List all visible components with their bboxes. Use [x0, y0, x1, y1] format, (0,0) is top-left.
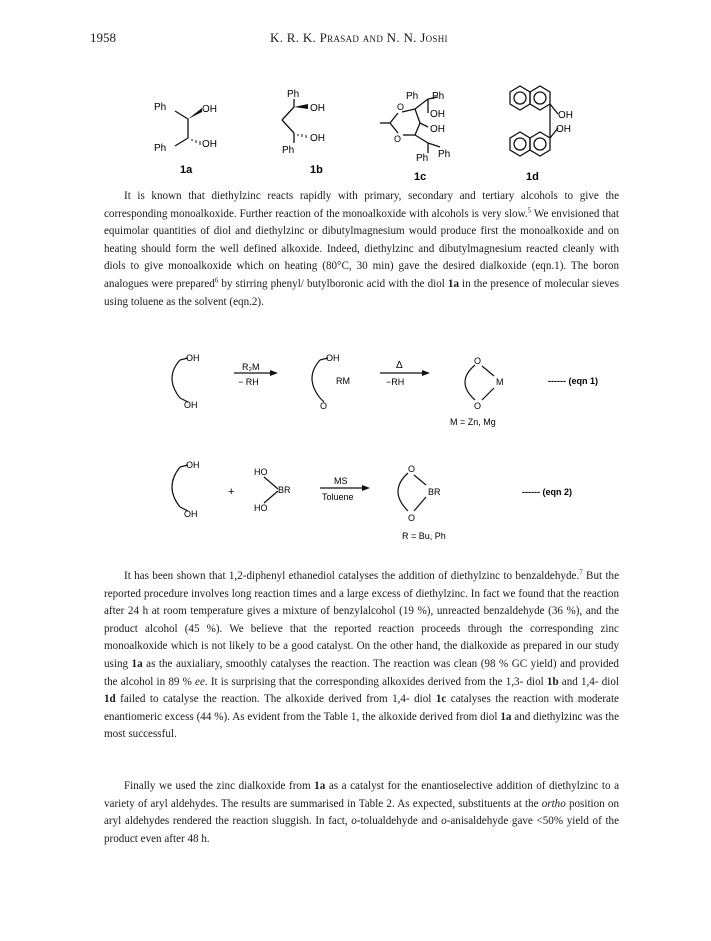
1c-ph-2: Ph	[432, 91, 445, 102]
eqn1-oh-2: OH	[184, 400, 198, 410]
eqn2-ho-1: HO	[254, 467, 268, 477]
ref-7: 7	[579, 568, 583, 577]
label-1a: 1a	[180, 164, 193, 176]
eqn2-ms: MS	[334, 476, 348, 486]
1b-oh-bottom: OH	[310, 133, 325, 144]
ref-6: 6	[214, 276, 219, 285]
1c-o-top: O	[397, 102, 405, 112]
1a-oh-top: OH	[202, 104, 217, 115]
eqn2-br: BR	[278, 485, 291, 495]
eqn1-o-1: O	[320, 401, 328, 411]
structure-1a	[150, 85, 250, 185]
1c-ph-3: Ph	[416, 153, 429, 164]
eqn1-note: M = Zn, Mg	[450, 417, 496, 427]
eqn1-reagent: R₂M	[242, 362, 260, 372]
eqn2-o-1: O	[408, 464, 416, 474]
label-1d: 1d	[526, 171, 539, 183]
1c-oh-2: OH	[430, 124, 445, 135]
running-header-authors: K. R. K. Prasad and N. N. Joshi	[270, 30, 448, 45]
eqn2-tag: ------ (eqn 2)	[522, 487, 572, 497]
eqn1-m: M	[496, 377, 504, 387]
eqn1-minus-rh: − RH	[238, 377, 259, 387]
eqn1-heat: Δ	[396, 360, 403, 371]
1c-ph-4: Ph	[438, 149, 451, 160]
1a-oh-bottom: OH	[202, 139, 217, 150]
equation-2	[150, 455, 630, 555]
1c-ph-1: Ph	[406, 91, 419, 102]
1c-oh-1: OH	[430, 109, 445, 120]
eqn1-rm: RM	[336, 376, 350, 386]
eqn2-ho-2: HO	[254, 503, 268, 513]
paragraph-1: It is known that diethylzinc reacts rapidly with primary, secondary and tertiary alcohols to give the corresponding monoalkoxide. Further reaction of the monoalkoxide with alcohols is very slow.$^5$ We envisioned that equimolar quantities of diol and diethylzinc or dibutylmagnesium would produce first the monoalkoxide and on heating should form the well defined alkoxide. Indeed, diethylzinc and dibutylmagnesium reacted cleanly with diols to give monoalkoxide which on heating (80°C, 30 min) gave the desired dialkoxide (eqn.1). The boron analogues were prepared$^6$ by stirring phenyl/ butylboronic acid with the diol 1a in the presence of molecular sieves using toluene as the solvent (eqn.2).	[104, 190, 619, 308]
eqn1-o-2: O	[474, 356, 482, 366]
1a-ph-top: Ph	[154, 102, 167, 113]
eqn1-oh-1: OH	[186, 353, 200, 363]
equation-1	[150, 340, 630, 440]
eqn1-tag: ------ (eqn 1)	[548, 376, 598, 386]
eqn1-o-3: O	[474, 401, 482, 411]
1b-oh-top: OH	[310, 103, 325, 114]
structure-1b	[270, 85, 370, 185]
1d-oh-bottom: OH	[556, 124, 571, 135]
eqn2-note: R = Bu, Ph	[402, 531, 446, 541]
structure-1d	[490, 80, 600, 185]
1b-ph-bottom: Ph	[282, 145, 295, 156]
paragraph-2: It has been shown that 1,2-diphenyl ethanediol catalyses the addition of diethylzinc to benzaldehyde.$^7$ But the reported procedure involves long reaction times and a large excess of diethylzinc. In fact we found that the reaction after 24 h at room temperature gives a mixture of benzylalcohol (19 %), unreacted benzaldehyde (36 %), and the product alcohol (45 %). We believe that the reported reaction proceeds through the corresponding zinc monoalkoxide which is not likely to be a good catalyst. On the other hand, the dialkoxide as prepared in our study using 1a as the auxialiary, smoothly catalyses the reaction. The reaction was clean (98 % GC yield) and provided the alcohol in 89 % ee. It is surprising that the corresponding alkoxides derived from the 1,3- diol 1b and 1,4- diol 1d failed to catalyse the reaction. The alkoxide derived from 1,4- diol 1c catalyses the reaction with moderate enantiomeric excess (44 %). As evident from the Table 1, the alkoxide derived from diol 1a and diethylzinc was the most successful.	[104, 568, 619, 741]
label-1c: 1c	[414, 171, 427, 183]
1d-oh-top: OH	[558, 110, 573, 121]
eqn2-br-2: BR	[428, 487, 441, 497]
eqn2-o-2: O	[408, 513, 416, 523]
1c-o-bottom: O	[394, 134, 402, 144]
eqn2-oh-1: OH	[186, 460, 200, 470]
ref-5: 5	[527, 205, 532, 214]
eqn2-oh-2: OH	[184, 509, 198, 519]
paragraph-3: Finally we used the zinc dialkoxide from 1a as a catalyst for the enantioselective addition of diethylzinc to a variety of aryl aldehydes. The results are summarised in Table 2. As expected, substituents at the ortho position on aryl aldehydes rendered the reaction sluggish. In fact, o-tolualdehyde and o-anisaldehyde gave <50% yield of the product even after 48 h.	[104, 780, 619, 845]
label-1b: 1b	[310, 164, 323, 176]
structure-1c	[370, 85, 480, 185]
eqn2-toluene: Toluene	[322, 492, 354, 502]
eqn2-plus: +	[228, 486, 235, 498]
page-number: 1958	[90, 30, 116, 45]
1b-ph-top: Ph	[287, 89, 300, 100]
eqn1-oh-3: OH	[326, 353, 340, 363]
eqn1-minus-rh-2: −RH	[386, 377, 405, 387]
1a-ph-bottom: Ph	[154, 143, 167, 154]
